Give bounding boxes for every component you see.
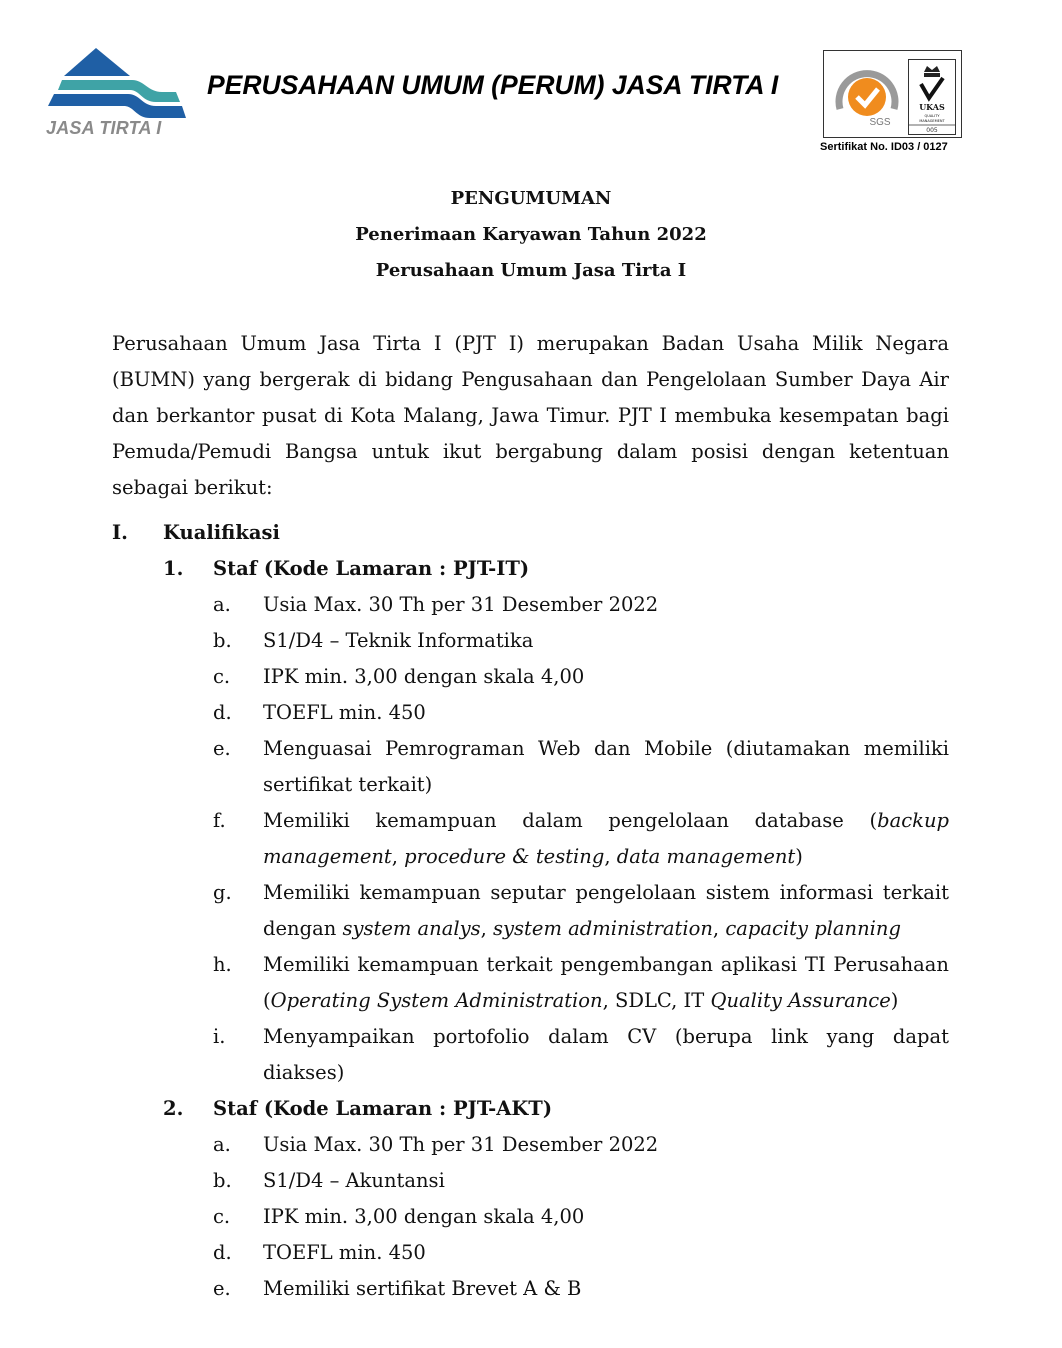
svg-text:UKAS: UKAS: [919, 102, 945, 112]
qualification-item: [112, 1199, 949, 1235]
italic-term: backup management: [263, 809, 949, 868]
text-run: Memiliki kemampuan dalam pengelolaan database (: [263, 809, 878, 832]
item-letter: c.: [213, 665, 231, 688]
item-letter: d.: [213, 1241, 232, 1264]
section-label: Kualifikasi: [163, 521, 280, 544]
qualification-item: [112, 1235, 949, 1271]
svg-text:005: 005: [926, 127, 938, 134]
positions-list: [112, 551, 949, 1307]
qualification-section: [112, 515, 949, 1307]
text-run: , SDLC, IT: [602, 989, 711, 1012]
item-text: Memiliki sertifikat Brevet A & B: [263, 1277, 582, 1300]
qualification-item: [112, 623, 949, 659]
item-text: [263, 875, 949, 947]
item-text: S1/D4 – Akuntansi: [263, 1169, 445, 1192]
sgs-iso-certification-icon: [832, 59, 902, 131]
text-run: Memiliki kemampuan seputar pengelolaan sistem informasi terkait dengan: [263, 881, 949, 940]
item-letter: d.: [213, 701, 232, 724]
announcement-subtitle: Penerimaan Karyawan Tahun 2022: [355, 224, 707, 245]
italic-term: procedure & testing: [404, 845, 605, 868]
position-heading: [112, 551, 949, 587]
qualification-item: [112, 875, 949, 947]
text-run: ,: [712, 917, 726, 940]
svg-text:QUALITY: QUALITY: [924, 114, 940, 118]
italic-term: system administration: [493, 917, 713, 940]
item-text: [263, 803, 949, 875]
item-letter: e.: [213, 1277, 231, 1300]
italic-term: system analys: [342, 917, 481, 940]
ukas-quality-management-icon: [908, 59, 956, 135]
position-label: Staf (Kode Lamaran : PJT-AKT): [213, 1097, 553, 1120]
text-run: ,: [604, 845, 617, 868]
text-run: ): [795, 845, 803, 868]
svg-text:MANAGEMENT: MANAGEMENT: [919, 119, 945, 123]
announcement-heading: PENGUMUMAN: [450, 188, 612, 209]
item-letter: g.: [213, 881, 232, 904]
text-run: ,: [480, 917, 494, 940]
item-letter: a.: [213, 593, 231, 616]
position-label: Staf (Kode Lamaran : PJT-IT): [213, 557, 530, 580]
section-heading: [112, 515, 949, 551]
logo-text: JASA TIRTA I: [46, 118, 162, 138]
item-letter: c.: [213, 1205, 231, 1228]
certification-badges: [823, 50, 962, 138]
announcement-titles: [0, 186, 1062, 294]
qualification-item: [112, 731, 949, 803]
item-letter: f.: [213, 809, 226, 832]
qualification-item: [112, 1271, 949, 1307]
italic-term: capacity planning: [725, 917, 901, 940]
position-heading: [112, 1091, 949, 1127]
item-text: Menguasai Pemrograman Web dan Mobile (diutamakan memiliki sertifikat terkait): [263, 737, 949, 796]
certificate-number: Sertifikat No. ID03 / 0127: [820, 141, 948, 153]
qualification-item: [112, 659, 949, 695]
text-run: Memiliki kemampuan terkait pengembangan aplikasi TI Perusahaan (: [263, 953, 949, 1012]
company-title: PERUSAHAAN UMUM (PERUM) JASA TIRTA I: [207, 70, 779, 100]
text-run: ,: [391, 845, 405, 868]
qualification-item: [112, 1163, 949, 1199]
item-text: TOEFL min. 450: [263, 701, 426, 724]
item-letter: i.: [213, 1025, 226, 1048]
text-run: ): [890, 989, 899, 1012]
qualification-item: [112, 1019, 949, 1091]
item-text: Menyampaikan portofolio dalam CV (berupa link yang dapat diakses): [263, 1025, 949, 1084]
item-letter: b.: [213, 1169, 232, 1192]
qualification-item: [112, 695, 949, 731]
italic-term: Quality Assurance: [710, 989, 891, 1012]
item-letter: e.: [213, 737, 231, 760]
qualification-item: [112, 1127, 949, 1163]
item-text: IPK min. 3,00 dengan skala 4,00: [263, 1205, 585, 1228]
italic-term: data management: [616, 845, 796, 868]
section-number: I.: [112, 521, 128, 544]
position-number: 2.: [163, 1097, 184, 1120]
item-text: Usia Max. 30 Th per 31 Desember 2022: [263, 1133, 659, 1156]
letterhead: [0, 0, 1062, 170]
italic-term: Operating System Administration: [270, 989, 603, 1012]
item-text: TOEFL min. 450: [263, 1241, 426, 1264]
intro-paragraph: Perusahaan Umum Jasa Tirta I (PJT I) merupakan Badan Usaha Milik Negara (BUMN) yang bergerak di bidang Pengusahaan dan Pengelolaan Sumber Daya Air dan berkantor pusat di Kota Malang, Jawa Timur. PJT I membuka kesempatan bagi Pemuda/Pemudi Bangsa untuk ikut bergabung dalam posisi dengan ketentuan sebagai berikut:: [112, 332, 949, 499]
svg-text:SGS: SGS: [869, 117, 891, 128]
company-name-subtitle: Perusahaan Umum Jasa Tirta I: [375, 260, 687, 281]
item-text: Usia Max. 30 Th per 31 Desember 2022: [263, 593, 659, 616]
item-letter: a.: [213, 1133, 231, 1156]
item-text: [263, 947, 949, 1019]
position-number: 1.: [163, 557, 184, 580]
item-text: IPK min. 3,00 dengan skala 4,00: [263, 665, 585, 688]
item-letter: h.: [213, 953, 232, 976]
qualification-item: [112, 803, 949, 875]
qualification-item: [112, 587, 949, 623]
qualification-item: [112, 947, 949, 1019]
item-letter: b.: [213, 629, 232, 652]
item-text: S1/D4 – Teknik Informatika: [263, 629, 534, 652]
